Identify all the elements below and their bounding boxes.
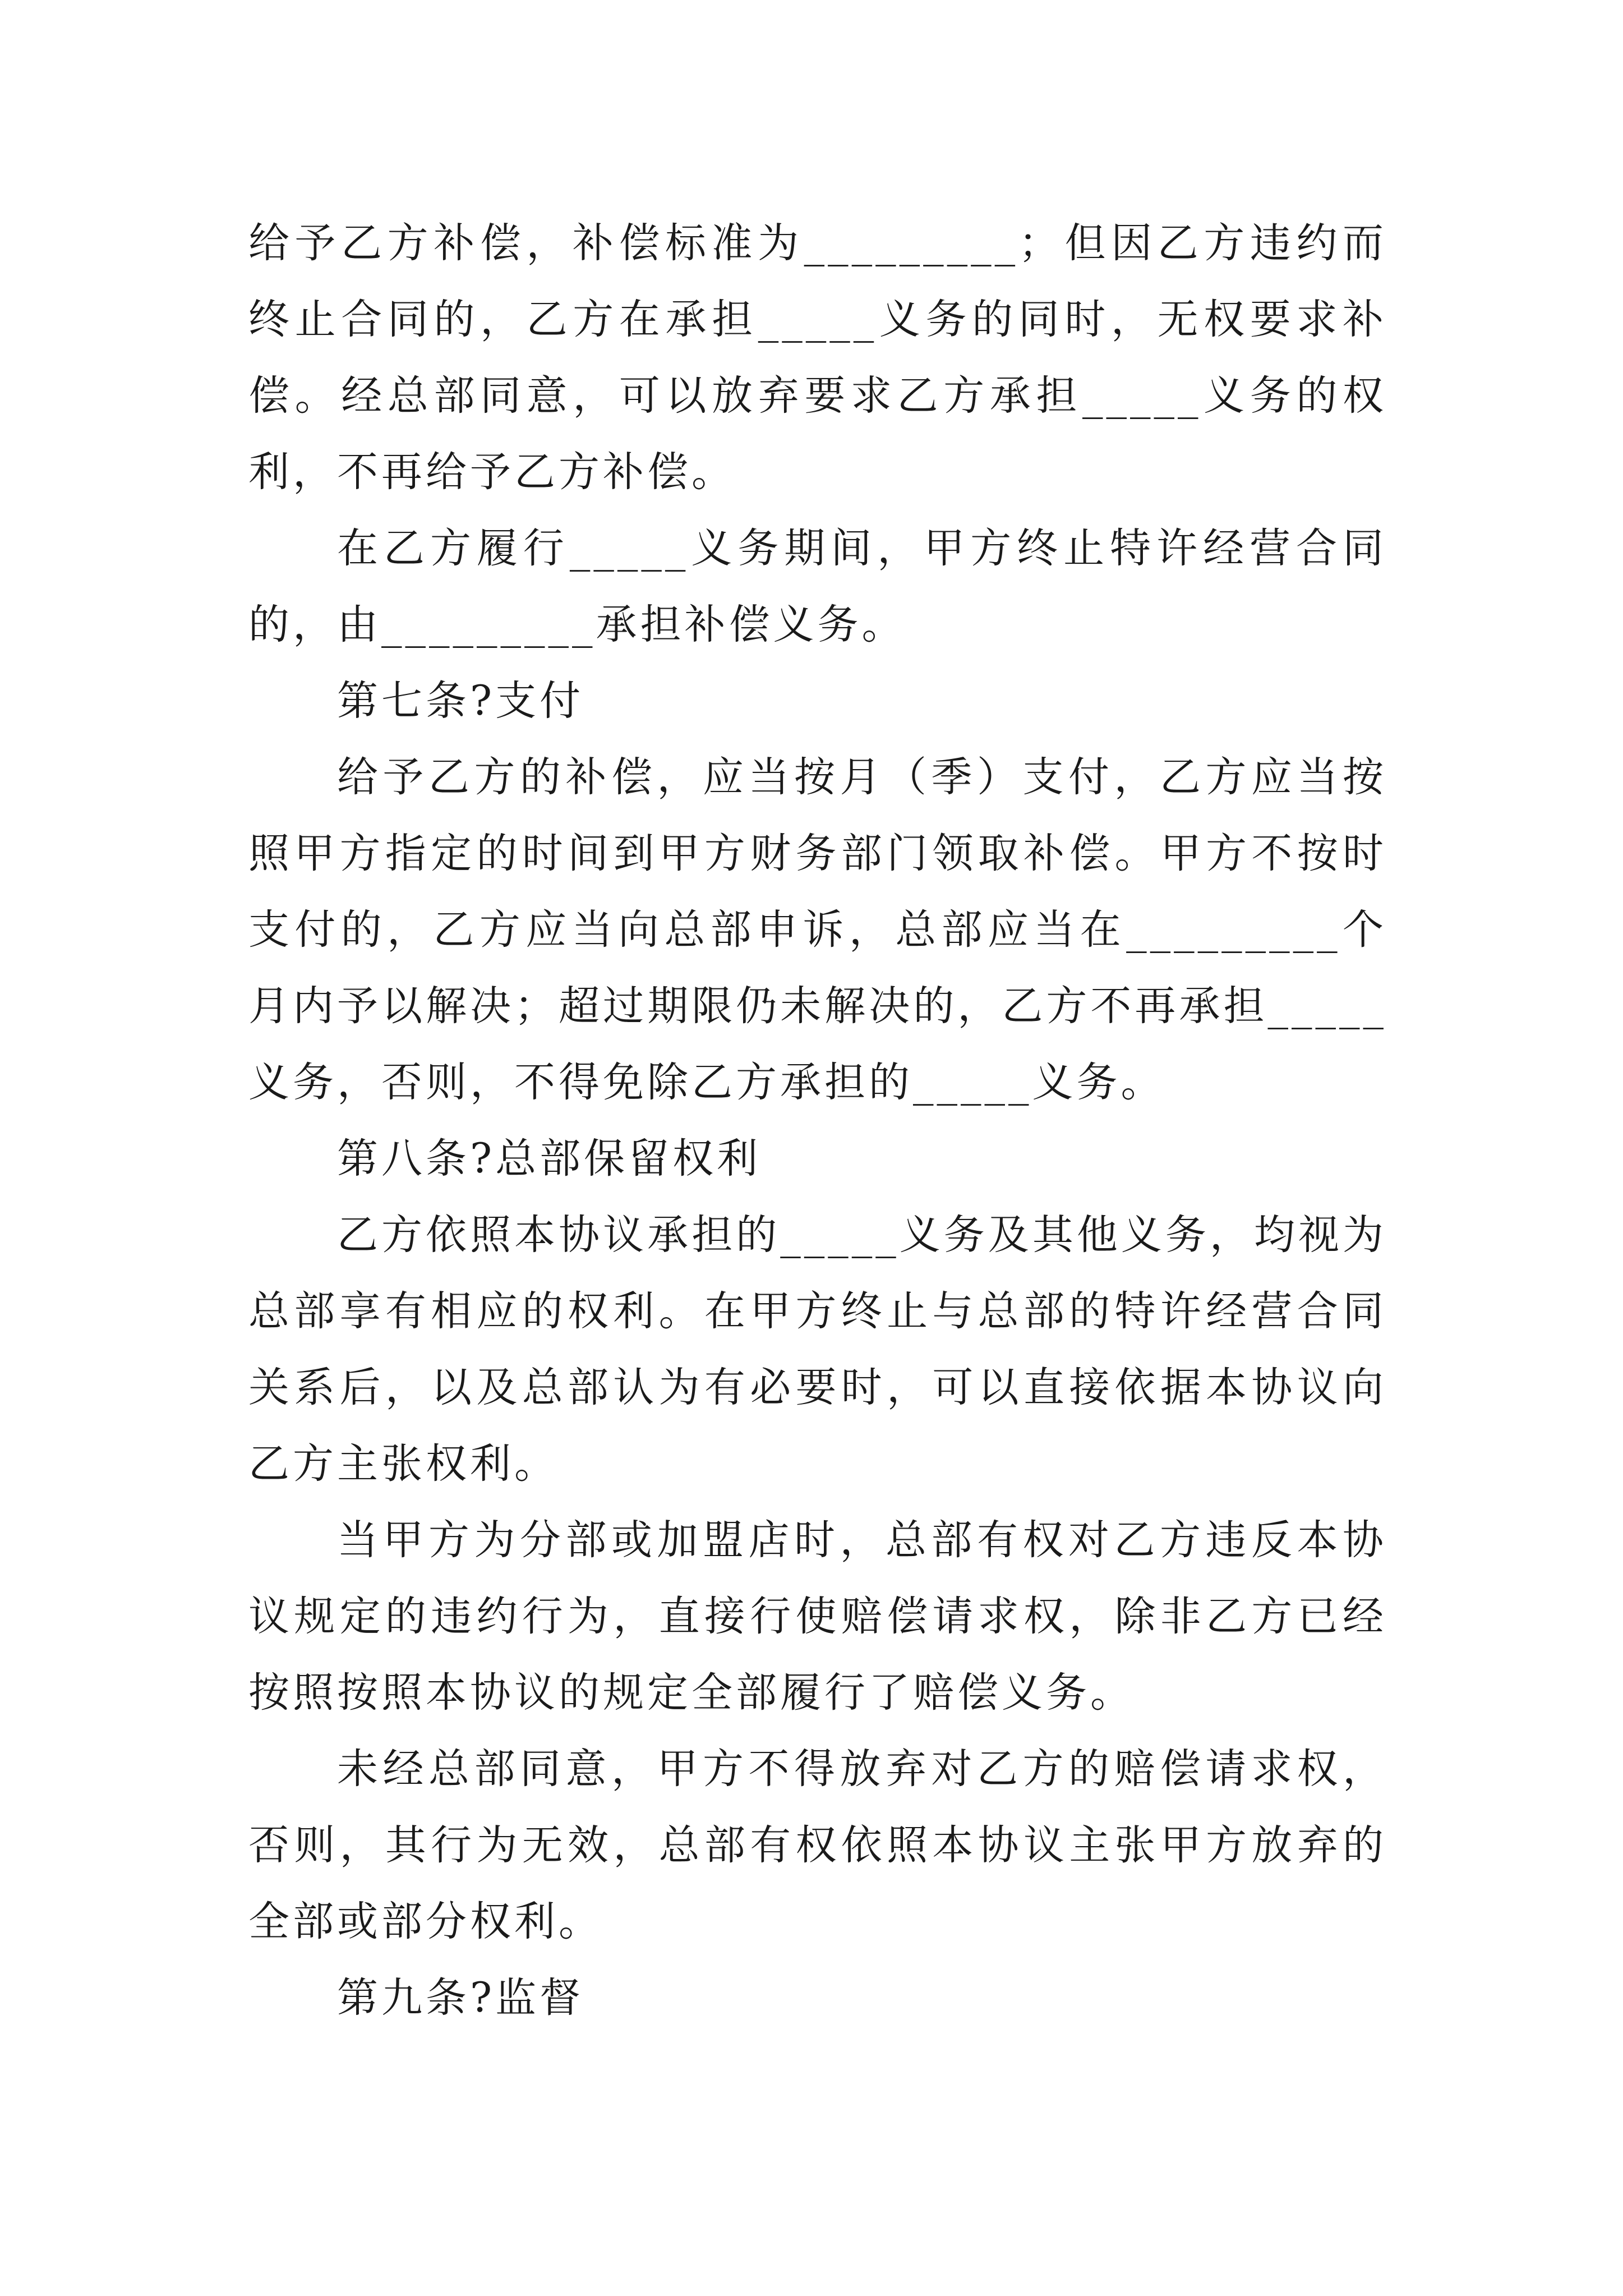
heading-article-7: 第七条?支付 bbox=[337, 677, 584, 725]
paragraph-compensation-standard: 给予乙方补偿，补偿标准为_________；但因乙方违约而终止合同的，乙方在承担_____义务的同时，无权要求补偿。经总部同意，可以放弃要求乙方承担_____义务的权利，不再给予乙方补偿。 bbox=[248, 219, 1387, 496]
paragraph-waiver-invalid: 未经总部同意，甲方不得放弃对乙方的赔偿请求权，否则，其行为无效，总部有权依照本协议主张甲方放弃的全部或部分权利。 bbox=[248, 1745, 1387, 1945]
paragraph-compensation-obligation: 在乙方履行_____义务期间，甲方终止特许经营合同的，由_________承担补偿义务。 bbox=[248, 524, 1387, 648]
heading-article-9: 第九条?监督 bbox=[337, 1974, 584, 2022]
paragraph-payment: 给予乙方的补偿，应当按月（季）支付，乙方应当按照甲方指定的时间到甲方财务部门领取补偿。甲方不按时支付的，乙方应当向总部申诉，总部应当在_________个月内予以解决；超过期限仍未解决的，乙方不再承担_____义务，否则，不得免除乙方承担的_____义务。 bbox=[248, 753, 1387, 1106]
paragraph-damages-claim: 当甲方为分部或加盟店时，总部有权对乙方违反本协议规定的违约行为，直接行使赔偿请求权，除非乙方已经按照按照本协议的规定全部履行了赔偿义务。 bbox=[248, 1516, 1387, 1717]
document-body bbox=[248, 205, 1387, 2036]
heading-article-8: 第八条?总部保留权利 bbox=[337, 1135, 762, 1182]
paragraph-headquarters-rights: 乙方依照本协议承担的_____义务及其他义务，均视为总部享有相应的权利。在甲方终止与总部的特许经营合同关系后，以及总部认为有必要时，可以直接依据本协议向乙方主张权利。 bbox=[248, 1211, 1387, 1488]
